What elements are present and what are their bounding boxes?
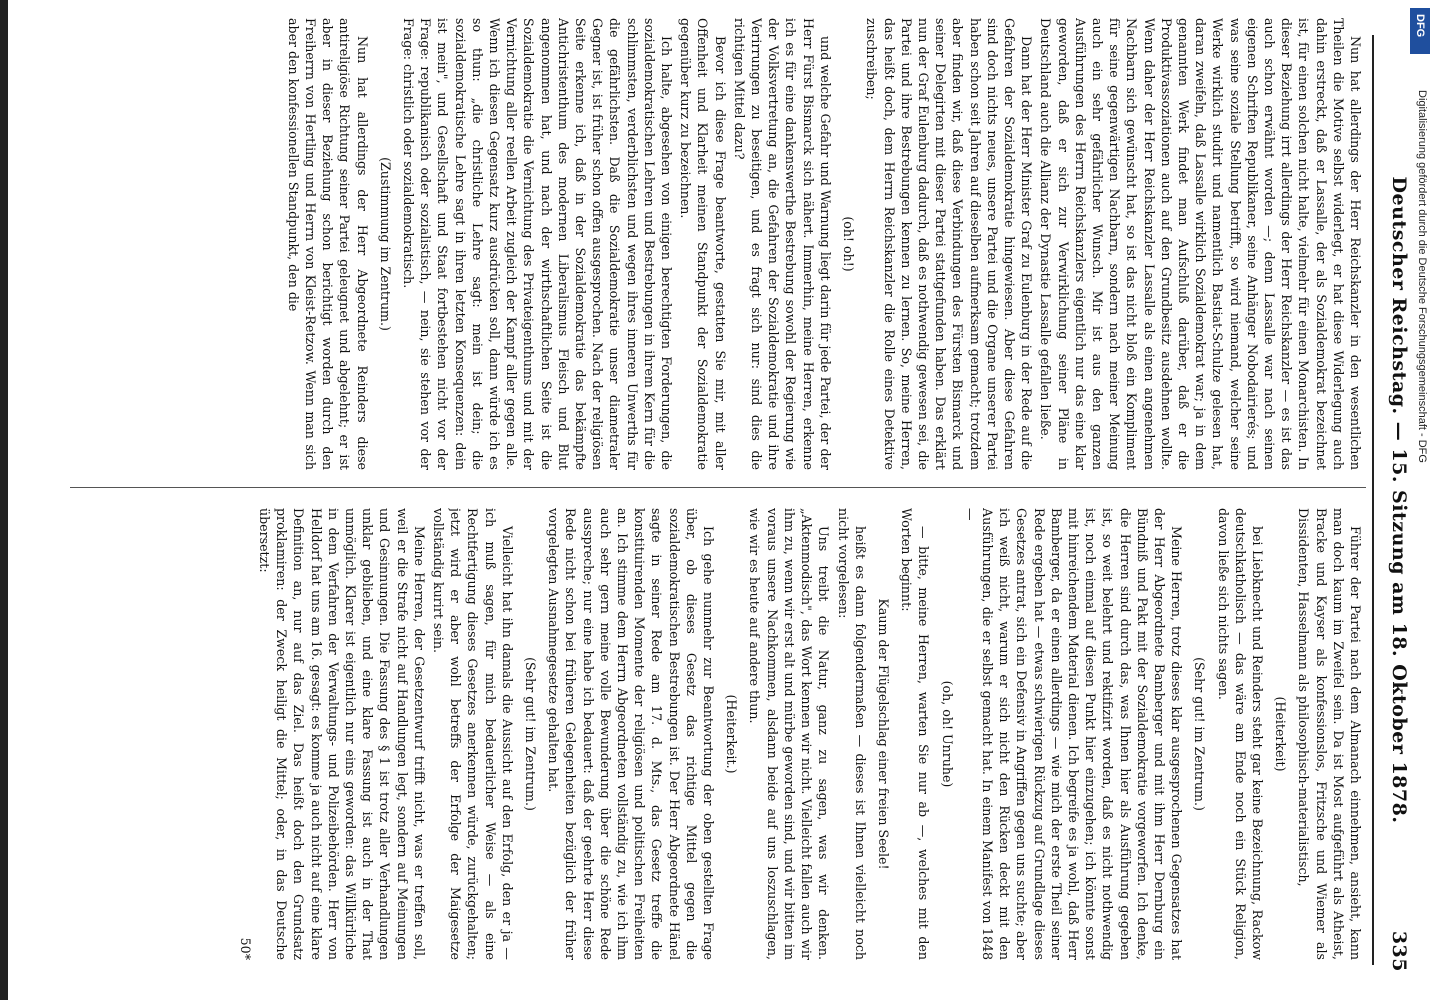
column-divider: [70, 487, 1366, 488]
interjection: (oh, oh! Unruhe): [939, 680, 955, 788]
paragraph: Meine Herren, trotz dieses klar ausgesprochenen Gegensatzes hat der Herr Abgeordnete Bamberger und mit ihm Herr Dernburg ein Bündniß und Pakt mit der Sozialdemokratie vorgeworfen. Ich denke, die Herren sind durch das, was Ihnen hier als Ausführung gegeben ist, so weit belehrt und rektifizirt worden, daß es nicht nothwendig ist, noch einmal auf diesen Punkt hier einzugehen; ich könnte sonst mit hinreichendem Material dienen. Ich begreife es ja wohl, daß Herr Bamberger, da er einen allerdings — wie mich der erste Theil seiner Rede ergeben hat — etwas schwierigen Rückzug auf Grundlage dieses Gesetzes antrat, sich ein Defensiv in Angriffen gegen uns suchte; aber ich weiß nicht, warum er sich nicht den Rücken deckt mit den Ausführungen, die er selbst gemacht hat. In einem Manifest von 1848 —: [962, 508, 1185, 960]
quotation-block: Uns treibt die Natur, ganz zu sagen, was wir denken. „Aktenmodisch", das Wort kennen wir nicht. Vielleicht fallen auch wir ihm zu, wenn wir erst alt und mürbe geworden sind, und wir bitten im voraus unsere Nachkommen, alsdann beide auf uns loszuschlagen, wie wir es heute auf andere thun.: [747, 508, 832, 960]
interjection: (Heiterkeit.): [724, 694, 740, 774]
paragraph: — bitte, meine Herren, warten Sie nur ab —, welches mit den Worten beginnt:: [899, 508, 932, 960]
paragraph: Meine Herren, der Gesetzentwurf trifft nicht, was er treffen soll, weil er die Strafe nicht auf Handlungen legt, sondern auf Meinungen und Gesinnungen. Die Fassung des § 1 ist trotz aller Verhandlungen unklar geblieben, und eine klare Fassung ist auch in der That unmöglich. Klarer ist eigentlich nur eins geworden: das Willkürliche in dem Verfahren der Verwaltungs- und Polizeibehörden. Herr von Helldorf hat uns am 16. gesagt: es komme ja auch nicht auf eine klare Definition an, nur auf das Ziel. Das heißt doch den Grundsatz proklamiren: der Zweck heiligt die Mittel; oder, in das Deutsche übersetzt:: [257, 508, 427, 960]
digitization-note: [1410, 90, 1430, 910]
quotation: Kaum der Flügelschlag einer freien Seele!: [875, 598, 891, 870]
digitization-note-text: Digitalisierung gefördert durch die Deutsche Forschungsgemeinschaft - DFG: [1416, 90, 1428, 463]
page-title: Deutscher Reichstag. — 15. Sitzung am 18. Oktober 1878.: [1388, 176, 1410, 824]
signature-mark: 50*: [237, 937, 253, 960]
interjection: (Sehr gut! im Zentrum.): [1192, 657, 1208, 811]
paragraph: heißt es dann folgendermaßen — dieses ist Ihnen vielleicht noch nicht vorgelesen:: [835, 508, 868, 960]
paragraph: und welche Gefahr und Warnung liegt darin für jede Partei, der der Herr Fürst Bismarck sich nähert. Immerhin, meine Herren, erkenne ich es für eine dankenswerthe Bestrebung sowohl der Regierung wie der Volksvertretung an, die Gefahren der Sozialdemokratie und ihre Verirrungen zu beseitigen, und es fragt sich nur: sind dies die richtigen Mittel dazu?: [731, 18, 833, 470]
scan-edge-shadow: [0, 0, 8, 1000]
paragraph: Nun hat allerdings der Herr Abgeordnete Reinders diese antireligiöse Richtung seiner Partei geleugnet und abgelehnt; er ist aber in dieser Beziehung schon berichtigt worden durch den Freiherrn von Hertling und Herrn von Kleist-Retzow. Wenn man sich aber den konfessionellen Standpunkt, den die: [285, 18, 370, 470]
paragraph: Bevor ich diese Frage beantworte, gestatten Sie mir, mit aller Offenheit und Klarheit meinen Standpunkt der Sozialdemokratie gegenüber kurz zu bezeichnen.: [678, 18, 728, 470]
paragraph: Ich gehe nunmehr zur Beantwortung der oben gestellten Frage über, ob dieses Gesetz das richtige Mittel gegen die sozialdemokratischen Bestrebungen ist. Der Herr Abgeordnete Hänel sagte in seiner Rede am 17. d. Mts., das Gesetz treffe die konstituirenden Momente der religiösen und politischen Freiheiten an. Ich stimme dem Herrn Abgeordneten vollständig zu, wie ich ihm auch sehr gern meine volle Bewunderung über die schöne Rede ausspreche; nur eine habe ich bedauert: daß der geehrte Herr diese Rede nicht schon bei früheren Gelegenheiten bezüglich der früher vorgelegten Ausnahmegesetze gehalten hat.: [546, 508, 717, 960]
paragraph: Vielleicht hat ihn damals die Aussicht auf den Erfolg, den er ja — ich muß sagen, für mich bedauerlicher Weise — als eine Rechtfertigung dieses Gesetzes anerkennen würde, zurückgehalten; jetzt wird er aber wohl betreffs der Erfolge der Maigesetze vollständig kurirt sein.: [431, 508, 515, 960]
interjection: (Zustimmung im Zentrum.): [377, 157, 393, 331]
dfg-logo: [1410, 8, 1430, 54]
paragraph: Ich halte, abgesehen von einigen berechtigten Forderungen, die sozialdemokratischen Lehren und Bestrebungen in ihrem Kern für die schlimmsten, verderblichsten und wegen ihres inneren Unwerths für die gefährlichsten. Daß die Sozialdemokratie unser diametraler Gegner ist, ist früher schon offen ausgesprochen. Nach der religiösen Seite erkenne ich, daß in der Sozialdemokratie das bekämpfte Antichristenthum des modernen Liberalismus Fleisch und Blut angenommen hat, und nach der wirthschaftlichen Seite ist die Sozialdemokratie die Vernichtung des Privateigenthums und mit der Vernichtung aller reellen Arbeit zugleich der Kampf aller gegen alle. Wenn ich diesen Gegensatz kurz ausdrücken soll, dann würde ich es so thun: „die christliche Lehre sagt: mein ist dein; die sozialdemokratische Lehre sagt in ihren letzten Konsequenzen: dein ist mein", und Gesellschaft und Staat fortbestehen nicht vor der Frage: republikanisch oder sozialistisch, — nein, sie stehen vor der Frage: christlich oder sozialdemokratisch.: [401, 18, 675, 470]
dfg-logo-text: DFG: [1414, 14, 1426, 38]
paragraph: Führer der Partei nach dem Almanach einnehmen, ansieht, kann man doch kaum im Zweifel sein. Da ist Most aufgeführt als Atheist, Bracke und Kayser als konfessionslos, Fritzsche und Wiemer als Dissidenten, Hasselmann als philosophisch-materialistisch,: [1296, 508, 1363, 960]
paragraph: Nun hat allerdings der Herr Reichskanzler in den wesentlichen Theilen die Motive selbst widerlegt, er hat diese Widerlegung auch dahin erstreckt, daß er Lassalle, der als Sozialdemokrat bezeichnet ist, für einen solchen nicht halte, vielmehr für einen Monarchisten. In dieser Beziehung irrt allerdings der Herr Reichskanzler — es ist das auch schon erwähnt worden —; denn Lassalle war nach seinen eigenen Schriften Republikaner, seine Anhänger Nobodairierés; und was seine soziale Stellung betrifft, so wird niemand, welcher seine Werke wirklich studirt und namentlich Bastiat-Schulze gelesen hat, daran zweifeln, daß Lassalle wirklich Sozialdemokrat war; ja in dem genannten Werk findet man Aufschluß darüber, daß er die Produktivassoziationen auch auf den Grundbesitz ausdehnen wollte. Wenn daher der Herr Reichskanzler Lassalle als einen angenehmen Nachbarn sich gewünscht hat, so ist das nicht bloß ein Kompliment für seine gegenwärtigen Nachbarn, sondern nach meiner Meinung auch ein sehr gefährlicher Wunsch. Mir ist aus den ganzen Ausführungen des Herrn Reichskanzlers eigentlich nur das eine klar geworden, daß er sich zur Verwirklichung seiner Pläne in Deutschland auch die Allianz der Dynastie Lassalle gefallen ließe.: [1038, 18, 1363, 470]
paragraph: Dann hat der Herr Minister Graf zu Eulenburg in der Rede auf die Gefahren der Sozialdemokratie hingewiesen. Aber diese Gefahren sind doch nichts neues, unsere Partei und die Organe unserer Partei haben schon seit Jahren auf dieselben aufmerksam gemacht; trotzdem aber finden wir, daß diese Verbindungen des Fürsten Bismarck und seiner Delegirten mit dieser Partei stattgefunden haben. Das erklärt nun der Graf Eulenburg dadurch, daß es nothwendig gewesen sei, die Partei und ihre Bestrebungen kennen zu lernen. So, meine Herren, das heißt doch, dem Herrn Reichskanzler die Rolle eines Detektive zuschreiben;: [864, 18, 1035, 470]
page-header: [1380, 20, 1410, 980]
header-rule: [1372, 35, 1374, 965]
interjection: (Sehr gut! im Zentrum.): [523, 657, 539, 811]
page-number: 335: [1388, 930, 1410, 972]
paragraph: bei Liebknecht und Reinders steht gar keine Bezeichnung, Rackow deutschkatholisch — das wäre am Ende noch ein Stück Religion, davon ließe sich nichts sagen.: [1215, 508, 1265, 960]
interjection: (Heiterkeit): [1273, 696, 1289, 772]
newspaper-page: [32, 0, 1432, 1000]
interjection: (oh! oh!): [841, 216, 857, 272]
left-column: [74, 18, 1364, 470]
right-column: [74, 508, 1364, 960]
